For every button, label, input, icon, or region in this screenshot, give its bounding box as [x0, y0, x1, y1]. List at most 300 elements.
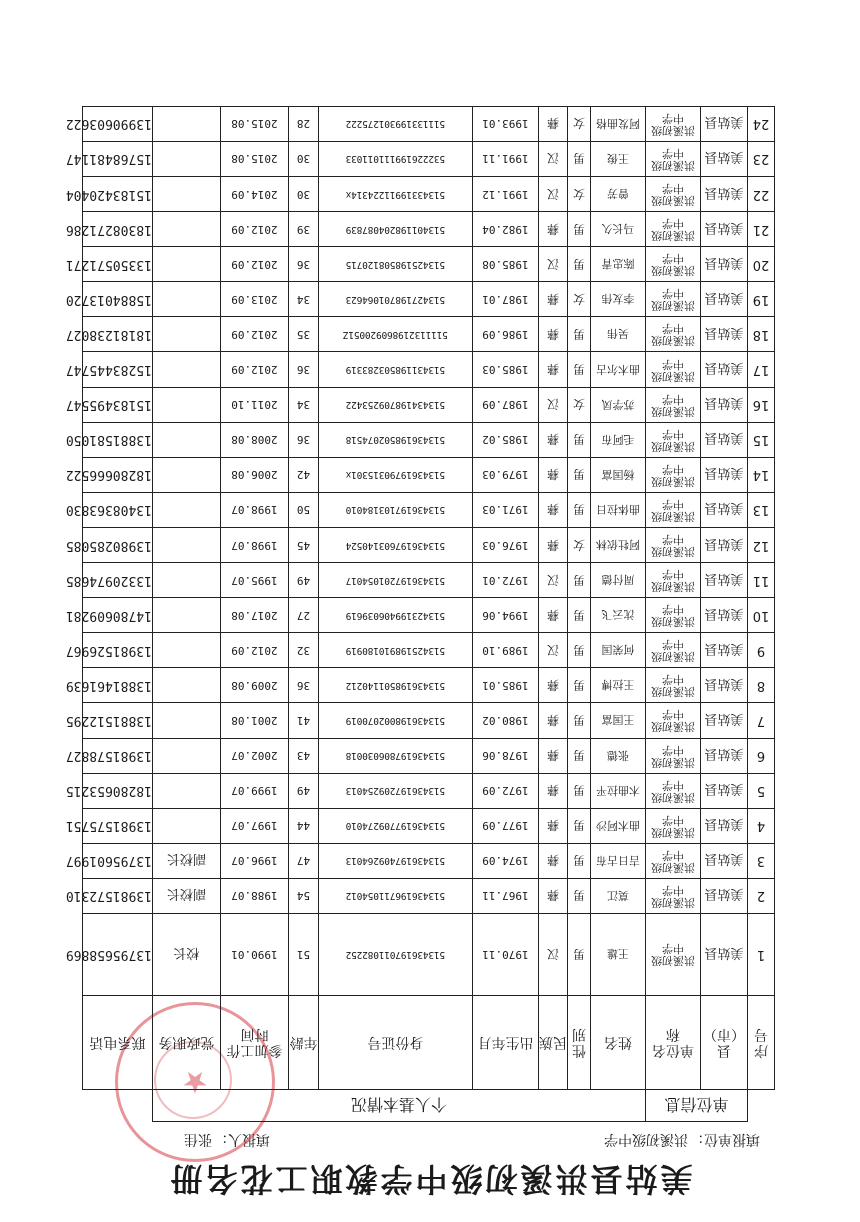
- table-row: [82, 106, 774, 141]
- cell-county: 美姑县: [701, 422, 748, 457]
- cell-post: [152, 317, 220, 352]
- cell-sex: 男: [567, 422, 590, 457]
- cell-post: [152, 422, 220, 457]
- cell-ethnicity: 彝: [538, 282, 567, 317]
- cell-joined: 2012.09: [220, 317, 288, 352]
- cell-id-number: 511113219860920051Z: [318, 317, 472, 352]
- cell-phone: 13981526967: [82, 633, 152, 668]
- cell-seq: 14: [748, 457, 775, 492]
- cell-school: 洪溪初级中学: [645, 212, 700, 247]
- cell-ethnicity: 彝: [538, 317, 567, 352]
- cell-sex: 男: [567, 773, 590, 808]
- cell-birth: 1991.11: [472, 141, 538, 176]
- cell-seq: 24: [748, 106, 775, 141]
- cell-name: 马长久: [590, 212, 645, 247]
- cell-age: 32: [288, 633, 318, 668]
- cell-post: [152, 738, 220, 773]
- cell-id-number: 513436197209254013: [318, 773, 472, 808]
- cell-phone: 13795601997: [82, 843, 152, 878]
- table-row: [82, 808, 774, 843]
- cell-name: 木曲拉平: [590, 773, 645, 808]
- cell-id-number: 513434198709253422: [318, 387, 472, 422]
- cell-ethnicity: 彝: [538, 703, 567, 738]
- cell-school: 洪溪初级中学: [645, 808, 700, 843]
- cell-phone: 18280653215: [82, 773, 152, 808]
- cell-ethnicity: 彝: [538, 212, 567, 247]
- cell-joined: 1997.07: [220, 808, 288, 843]
- cell-sex: 男: [567, 247, 590, 282]
- cell-age: 42: [288, 457, 318, 492]
- cell-id-number: 513436198501140212: [318, 668, 472, 703]
- cell-ethnicity: 汉: [538, 914, 567, 996]
- cell-joined: 2013.09: [220, 282, 288, 317]
- cell-post: [152, 352, 220, 387]
- cell-id-number: 511133199301275222: [318, 106, 472, 141]
- cell-birth: 1987.01: [472, 282, 538, 317]
- cell-school: 洪溪初级中学: [645, 598, 700, 633]
- cell-age: 36: [288, 247, 318, 282]
- col-joined: 参加工作时间: [220, 996, 288, 1090]
- cell-name: 曾芳: [590, 177, 645, 212]
- cell-ethnicity: 彝: [538, 878, 567, 913]
- cell-post: [152, 527, 220, 562]
- cell-birth: 1991.12: [472, 177, 538, 212]
- cell-joined: 1998.07: [220, 527, 288, 562]
- cell-ethnicity: 彝: [538, 492, 567, 527]
- column-header-row: [82, 996, 774, 1090]
- table-row: [82, 563, 774, 598]
- cell-ethnicity: 彝: [538, 106, 567, 141]
- cell-sex: 女: [567, 106, 590, 141]
- cell-age: 49: [288, 773, 318, 808]
- filled-by-label: 填报人：: [214, 1131, 270, 1147]
- cell-birth: 1982.04: [472, 212, 538, 247]
- cell-sex: 男: [567, 352, 590, 387]
- col-name: 姓名: [590, 996, 645, 1090]
- cell-county: 美姑县: [701, 703, 748, 738]
- cell-school: 洪溪初级中学: [645, 422, 700, 457]
- cell-county: 美姑县: [701, 141, 748, 176]
- cell-ethnicity: 彝: [538, 527, 567, 562]
- table-row: [82, 141, 774, 176]
- reporting-unit: [604, 1130, 760, 1150]
- cell-id-number: 513436198502074518: [318, 422, 472, 457]
- cell-seq: 4: [748, 808, 775, 843]
- cell-post: [152, 492, 220, 527]
- cell-county: 美姑县: [701, 247, 748, 282]
- cell-id-number: 513423199406039619: [318, 598, 472, 633]
- cell-sex: 男: [567, 563, 590, 598]
- cell-post: [152, 141, 220, 176]
- cell-birth: 1979.03: [472, 457, 538, 492]
- cell-seq: 2: [748, 878, 775, 913]
- cell-ethnicity: 彝: [538, 808, 567, 843]
- cell-sex: 男: [567, 914, 590, 996]
- col-age: 年龄: [288, 996, 318, 1090]
- cell-age: 36: [288, 422, 318, 457]
- cell-joined: 2011.10: [220, 387, 288, 422]
- cell-phone: 13881461639: [82, 668, 152, 703]
- cell-name: 曲木阿沙: [590, 808, 645, 843]
- cell-post: 校长: [152, 914, 220, 996]
- cell-name: 毛阿布: [590, 422, 645, 457]
- page-title: 美姑县洪溪初级中学教职工花名册: [167, 1160, 693, 1198]
- cell-id-number: 51343619790315301x: [318, 457, 472, 492]
- cell-sex: 男: [567, 317, 590, 352]
- filled-by-value: 张佳: [184, 1131, 212, 1147]
- cell-phone: 15283445747: [82, 352, 152, 387]
- cell-id-number: 513436197806030018: [318, 738, 472, 773]
- cell-seq: 1: [748, 914, 775, 996]
- group-spacer-right: [82, 1090, 152, 1122]
- cell-joined: 1998.07: [220, 492, 288, 527]
- cell-county: 美姑县: [701, 808, 748, 843]
- cell-sex: 男: [567, 633, 590, 668]
- cell-age: 30: [288, 141, 318, 176]
- cell-age: 36: [288, 352, 318, 387]
- cell-name: 陈忠青: [590, 247, 645, 282]
- cell-ethnicity: 彝: [538, 422, 567, 457]
- cell-county: 美姑县: [701, 352, 748, 387]
- table-row: [82, 527, 774, 562]
- cell-seq: 11: [748, 563, 775, 598]
- group-unit-info: 单位信息: [645, 1090, 747, 1122]
- cell-id-number: 513436197603140524: [318, 527, 472, 562]
- cell-ethnicity: 汉: [538, 563, 567, 598]
- cell-age: 28: [288, 106, 318, 141]
- cell-joined: 2015.08: [220, 141, 288, 176]
- cell-name: 曲木尔古: [590, 352, 645, 387]
- cell-ethnicity: 彝: [538, 352, 567, 387]
- table-row: [82, 317, 774, 352]
- cell-name: 阿牡依林: [590, 527, 645, 562]
- cell-seq: 23: [748, 141, 775, 176]
- cell-school: 洪溪初级中学: [645, 352, 700, 387]
- cell-post: [152, 598, 220, 633]
- cell-post: [152, 808, 220, 843]
- cell-birth: 1976.03: [472, 527, 538, 562]
- cell-ethnicity: 彝: [538, 773, 567, 808]
- cell-ethnicity: 汉: [538, 177, 567, 212]
- cell-seq: 15: [748, 422, 775, 457]
- cell-school: 洪溪初级中学: [645, 106, 700, 141]
- cell-id-number: 513431198503283319: [318, 352, 472, 387]
- cell-school: 洪溪初级中学: [645, 492, 700, 527]
- cell-county: 美姑县: [701, 177, 748, 212]
- col-birth: 出生年月: [472, 996, 538, 1090]
- cell-phone: 18181238027: [82, 317, 152, 352]
- cell-id-number: 513436196711054012: [318, 878, 472, 913]
- cell-county: 美姑县: [701, 738, 748, 773]
- cell-phone: 13320974685: [82, 563, 152, 598]
- cell-age: 50: [288, 492, 318, 527]
- cell-name: 莫江: [590, 878, 645, 913]
- cell-county: 美姑县: [701, 843, 748, 878]
- cell-sex: 女: [567, 177, 590, 212]
- cell-county: 美姑县: [701, 633, 748, 668]
- cell-post: [152, 387, 220, 422]
- cell-county: 美姑县: [701, 527, 748, 562]
- cell-birth: 1971.03: [472, 492, 538, 527]
- table-row: [82, 492, 774, 527]
- cell-school: 洪溪初级中学: [645, 668, 700, 703]
- cell-joined: 2017.08: [220, 598, 288, 633]
- table-row: [82, 668, 774, 703]
- filled-by: [184, 1130, 270, 1150]
- cell-name: 王拉博: [590, 668, 645, 703]
- table-row: [82, 177, 774, 212]
- cell-sex: 男: [567, 668, 590, 703]
- cell-phone: 15183495547: [82, 387, 152, 422]
- cell-seq: 12: [748, 527, 775, 562]
- cell-phone: 14780609281: [82, 598, 152, 633]
- cell-name: 王俊: [590, 141, 645, 176]
- cell-school: 洪溪初级中学: [645, 177, 700, 212]
- cell-phone: 15768481147: [82, 141, 152, 176]
- cell-county: 美姑县: [701, 914, 748, 996]
- cell-id-number: 513436197011082252: [318, 914, 472, 996]
- cell-joined: 2012.09: [220, 633, 288, 668]
- cell-sex: 男: [567, 457, 590, 492]
- cell-phone: 13981575751: [82, 808, 152, 843]
- cell-birth: 1977.09: [472, 808, 538, 843]
- cell-phone: 13990603622: [82, 106, 152, 141]
- cell-id-number: 513436198002070019: [318, 703, 472, 738]
- cell-name: 李友伟: [590, 282, 645, 317]
- cell-id-number: 532226199111011033: [318, 141, 472, 176]
- cell-seq: 13: [748, 492, 775, 527]
- cell-name: 周付德: [590, 563, 645, 598]
- cell-age: 47: [288, 843, 318, 878]
- cell-ethnicity: 汉: [538, 633, 567, 668]
- cell-name: 沈云飞: [590, 598, 645, 633]
- cell-sex: 男: [567, 141, 590, 176]
- cell-county: 美姑县: [701, 492, 748, 527]
- cell-id-number: 513436197709274010: [318, 808, 472, 843]
- cell-id-number: 513436197103184010: [318, 492, 472, 527]
- table-row: [82, 773, 774, 808]
- cell-seq: 16: [748, 387, 775, 422]
- cell-post: [152, 106, 220, 141]
- cell-seq: 9: [748, 633, 775, 668]
- cell-seq: 5: [748, 773, 775, 808]
- cell-name: 曲体拉日: [590, 492, 645, 527]
- cell-county: 美姑县: [701, 878, 748, 913]
- cell-county: 美姑县: [701, 282, 748, 317]
- cell-post: [152, 563, 220, 598]
- table-row: [82, 738, 774, 773]
- cell-joined: 2002.07: [220, 738, 288, 773]
- cell-seq: 19: [748, 282, 775, 317]
- cell-ethnicity: 汉: [538, 141, 567, 176]
- cell-seq: 18: [748, 317, 775, 352]
- cell-county: 美姑县: [701, 317, 748, 352]
- cell-seq: 20: [748, 247, 775, 282]
- cell-seq: 22: [748, 177, 775, 212]
- cell-school: 洪溪初级中学: [645, 843, 700, 878]
- group-spacer: [748, 1090, 775, 1122]
- cell-name: 王国富: [590, 703, 645, 738]
- table-row: [82, 352, 774, 387]
- cell-joined: 1996.07: [220, 843, 288, 878]
- reporting-unit-value: 洪溪初级中学: [604, 1131, 688, 1147]
- cell-county: 美姑县: [701, 212, 748, 247]
- table-row: [82, 843, 774, 878]
- cell-post: [152, 668, 220, 703]
- cell-seq: 10: [748, 598, 775, 633]
- cell-school: 洪溪初级中学: [645, 633, 700, 668]
- cell-joined: 1995.07: [220, 563, 288, 598]
- table-row: [82, 387, 774, 422]
- col-county: 县（市）: [701, 996, 748, 1090]
- cell-post: [152, 457, 220, 492]
- cell-birth: 1980.02: [472, 703, 538, 738]
- cell-birth: 1989.10: [472, 633, 538, 668]
- cell-seq: 17: [748, 352, 775, 387]
- col-post: 党政职务: [152, 996, 220, 1090]
- cell-post: 副校长: [152, 843, 220, 878]
- cell-post: [152, 177, 220, 212]
- staff-roster-table: [65, 106, 775, 1122]
- table-row: [82, 457, 774, 492]
- cell-phone: 13350571271: [82, 247, 152, 282]
- cell-name: 吴伟: [590, 317, 645, 352]
- cell-school: 洪溪初级中学: [645, 563, 700, 598]
- cell-name: 王雄: [590, 914, 645, 996]
- cell-sex: 男: [567, 703, 590, 738]
- cell-school: 洪溪初级中学: [645, 703, 700, 738]
- cell-birth: 1972.09: [472, 773, 538, 808]
- table-row: [82, 422, 774, 457]
- cell-school: 洪溪初级中学: [645, 527, 700, 562]
- cell-sex: 男: [567, 212, 590, 247]
- roster-body: [65, 106, 774, 995]
- cell-age: 35: [288, 317, 318, 352]
- cell-county: 美姑县: [701, 457, 748, 492]
- cell-joined: 2015.08: [220, 106, 288, 141]
- cell-age: 34: [288, 282, 318, 317]
- cell-age: 34: [288, 387, 318, 422]
- cell-id-number: 513401198204087839: [318, 212, 472, 247]
- cell-joined: 1990.01: [220, 914, 288, 996]
- cell-age: 36: [288, 668, 318, 703]
- cell-post: [152, 247, 220, 282]
- table-row: [82, 703, 774, 738]
- cell-birth: 1987.09: [472, 387, 538, 422]
- col-id: 身份证号: [318, 996, 472, 1090]
- cell-joined: 2012.09: [220, 212, 288, 247]
- cell-seq: 3: [748, 843, 775, 878]
- cell-birth: 1993.01: [472, 106, 538, 141]
- cell-post: 副校长: [152, 878, 220, 913]
- cell-sex: 男: [567, 738, 590, 773]
- table-row: [82, 282, 774, 317]
- table-row: [82, 633, 774, 668]
- cell-county: 美姑县: [701, 598, 748, 633]
- cell-post: [152, 773, 220, 808]
- cell-phone: 15884013720: [82, 282, 152, 317]
- cell-phone: 13408363830: [82, 492, 152, 527]
- cell-ethnicity: 彝: [538, 668, 567, 703]
- cell-school: 洪溪初级中学: [645, 141, 700, 176]
- cell-sex: 男: [567, 843, 590, 878]
- cell-county: 美姑县: [701, 563, 748, 598]
- cell-birth: 1985.02: [472, 422, 538, 457]
- cell-ethnicity: 彝: [538, 457, 567, 492]
- cell-name: 阿发曲格: [590, 106, 645, 141]
- cell-age: 45: [288, 527, 318, 562]
- cell-seq: 21: [748, 212, 775, 247]
- cell-county: 美姑县: [701, 387, 748, 422]
- group-header-row: [82, 1090, 774, 1122]
- cell-phone: 15183420404: [82, 177, 152, 212]
- cell-age: 49: [288, 563, 318, 598]
- table-row: [82, 598, 774, 633]
- col-sex: 性别: [567, 996, 590, 1090]
- cell-ethnicity: 彝: [538, 843, 567, 878]
- cell-name: 何荣国: [590, 633, 645, 668]
- cell-phone: 18308271286: [82, 212, 152, 247]
- cell-school: 洪溪初级中学: [645, 773, 700, 808]
- cell-school: 洪溪初级中学: [645, 878, 700, 913]
- cell-school: 洪溪初级中学: [645, 914, 700, 996]
- cell-birth: 1985.03: [472, 352, 538, 387]
- cell-joined: 2012.09: [220, 247, 288, 282]
- cell-joined: 2014.09: [220, 177, 288, 212]
- cell-phone: 13980285085: [82, 527, 152, 562]
- cell-id-number: 513436197201054017: [318, 563, 472, 598]
- cell-phone: 13981572310: [82, 878, 152, 913]
- cell-seq: 6: [748, 738, 775, 773]
- cell-post: [152, 282, 220, 317]
- cell-age: 39: [288, 212, 318, 247]
- cell-school: 洪溪初级中学: [645, 738, 700, 773]
- cell-phone: 18280666522: [82, 457, 152, 492]
- cell-sex: 男: [567, 808, 590, 843]
- cell-post: [152, 633, 220, 668]
- cell-joined: 2001.08: [220, 703, 288, 738]
- group-personal-info: 个人基本情况: [152, 1090, 645, 1122]
- cell-birth: 1994.06: [472, 598, 538, 633]
- cell-ethnicity: 彝: [538, 738, 567, 773]
- cell-phone: 13881512295: [82, 703, 152, 738]
- cell-age: 54: [288, 878, 318, 913]
- cell-sex: 男: [567, 492, 590, 527]
- cell-name: 苏学凤: [590, 387, 645, 422]
- cell-ethnicity: 彝: [538, 598, 567, 633]
- cell-county: 美姑县: [701, 106, 748, 141]
- cell-id-number: 51343319911224314x: [318, 177, 472, 212]
- cell-birth: 1970.11: [472, 914, 538, 996]
- table-row: [82, 914, 774, 996]
- cell-joined: 2009.08: [220, 668, 288, 703]
- cell-birth: 1986.09: [472, 317, 538, 352]
- cell-post: [152, 212, 220, 247]
- cell-county: 美姑县: [701, 668, 748, 703]
- cell-birth: 1978.06: [472, 738, 538, 773]
- cell-sex: 女: [567, 527, 590, 562]
- cell-joined: 2006.08: [220, 457, 288, 492]
- col-phone: 联系电话: [82, 996, 152, 1090]
- cell-age: 43: [288, 738, 318, 773]
- cell-sex: 男: [567, 598, 590, 633]
- cell-id-number: 513425198910180919: [318, 633, 472, 668]
- cell-sex: 女: [567, 387, 590, 422]
- table-row: [82, 247, 774, 282]
- cell-school: 洪溪初级中学: [645, 387, 700, 422]
- cell-joined: 2008.08: [220, 422, 288, 457]
- cell-name: 张德: [590, 738, 645, 773]
